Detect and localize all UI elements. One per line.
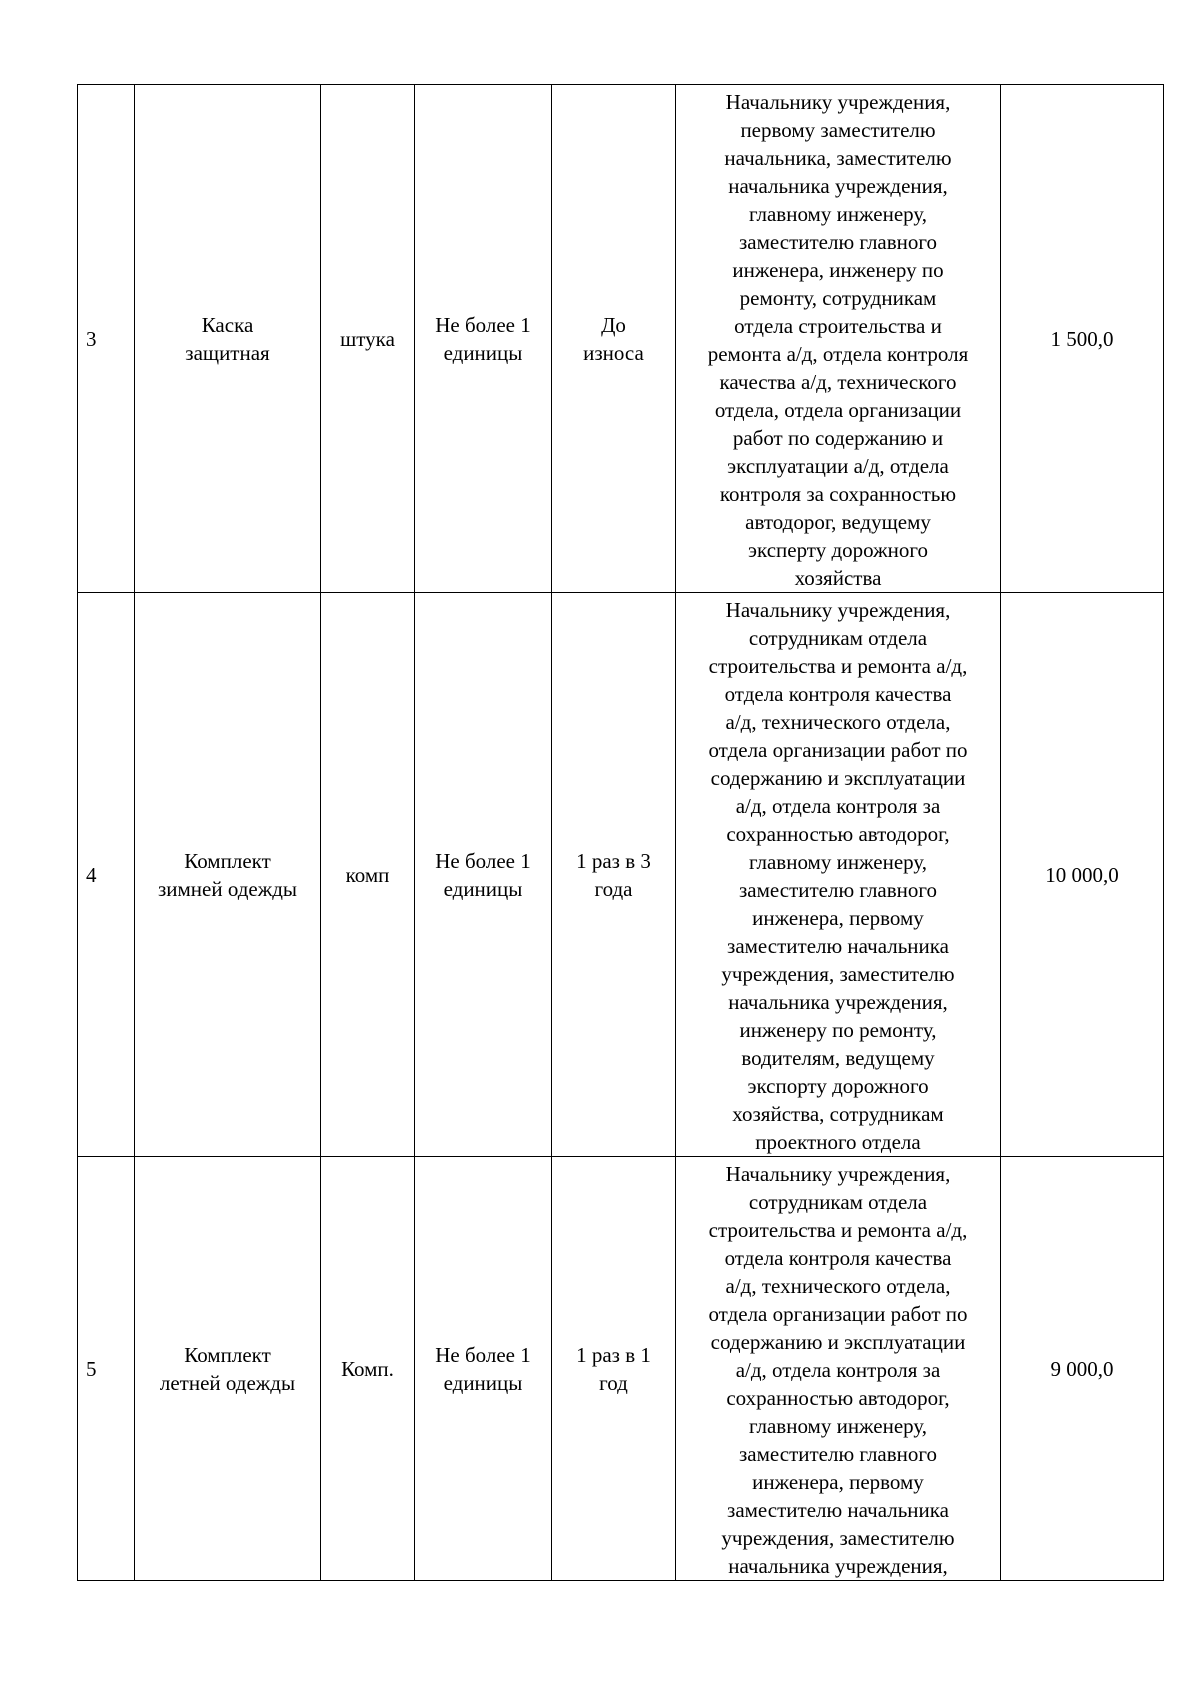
table-row [78,593,1164,1157]
unit-cell: штука [321,85,415,593]
quantity-cell: Не более 1 единицы [415,85,552,593]
price-cell: 10 000,0 [1001,593,1164,1157]
row-number-cell: 5 [78,1157,135,1581]
item-name-cell: Каска защитная [135,85,321,593]
recipients-cell: Начальнику учреждения, сотрудникам отдела строительства и ремонта а/д, отдела контроля качества а/д, технического отдела, отдела организации работ по содержанию и эксплуатации а/д, отдела контроля за сохранностью автодорог, главному инженеру, заместителю главного инженера, первому заместителю начальника учреждения, заместителю начальника учреждения, [676,1157,1001,1581]
table-row [78,1157,1164,1581]
period-cell: До износа [552,85,676,593]
unit-cell: Комп. [321,1157,415,1581]
table-row [78,85,1164,593]
item-name-cell: Комплект зимней одежды [135,593,321,1157]
row-number-cell: 3 [78,85,135,593]
price-cell: 9 000,0 [1001,1157,1164,1581]
recipients-cell: Начальнику учреждения, сотрудникам отдела строительства и ремонта а/д, отдела контроля качества а/д, технического отдела, отдела организации работ по содержанию и эксплуатации а/д, отдела контроля за сохранностью автодорог, главному инженеру, заместителю главного инженера, первому заместителю начальника учреждения, заместителю начальника учреждения, инженеру по ремонту, водителям, ведущему экспорту дорожного хозяйства, сотрудникам проектного отдела [676,593,1001,1157]
equipment-norms-table [77,84,1164,1581]
recipients-cell: Начальнику учреждения, первому заместителю начальника, заместителю начальника учреждения, главному инженеру, заместителю главного инженера, инженеру по ремонту, сотрудникам отдела строительства и ремонта а/д, отдела контроля качества а/д, технического отдела, отдела организации работ по содержанию и эксплуатации а/д, отдела контроля за сохранностью автодорог, ведущему эксперту дорожного хозяйства [676,85,1001,593]
unit-cell: комп [321,593,415,1157]
quantity-cell: Не более 1 единицы [415,1157,552,1581]
period-cell: 1 раз в 1 год [552,1157,676,1581]
period-cell: 1 раз в 3 года [552,593,676,1157]
item-name-cell: Комплект летней одежды [135,1157,321,1581]
row-number-cell: 4 [78,593,135,1157]
price-cell: 1 500,0 [1001,85,1164,593]
quantity-cell: Не более 1 единицы [415,593,552,1157]
